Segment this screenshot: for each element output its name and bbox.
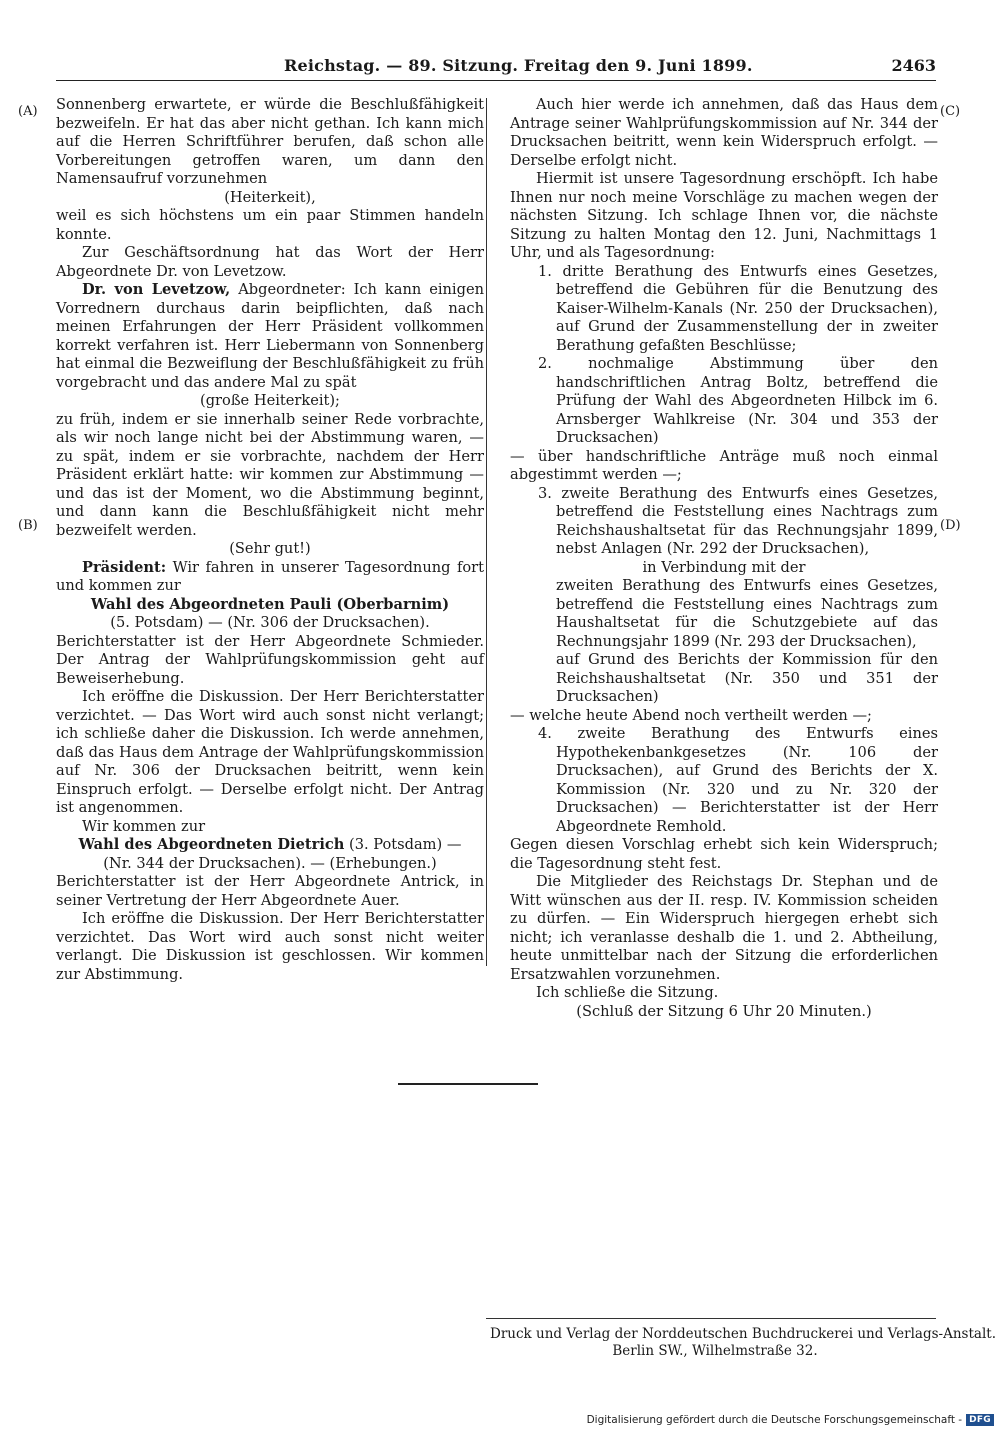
speaker-name: Präsident: — [82, 558, 167, 576]
paragraph: zu früh, indem er sie innerhalb seiner Rede vorbrachte, als wir noch lange nicht bei der Abstimmung waren, — zu spät, indem er sie vorbrachte, nachdem der Herr Präsident erklärt hatte: wir kommen zur Abstimmung — und das ist der Moment, wo die Abstimmung beginnt, und dann kann die Beschlußfähigkeit nicht mehr bezweifelt werden. — [56, 410, 484, 539]
agenda-item-3-part3: auf Grund des Berichts der Kommission für den Reichshaushaltsetat (Nr. 350 und 351 der Drucksachen) — [556, 651, 938, 705]
paragraph: Ich eröffne die Diskussion. Der Herr Berichterstatter verzichtet. — Das Wort wird auch sonst nicht verlangt; ich schließe daher die Diskussion. Ich werde annehmen, daß das Haus dem Antrage der Wahlprüfungskommission auf Nr. 306 der Drucksachen beitritt, wenn kein Einspruch erfolgt. — Derselbe erfolgt nicht. Der Antrag ist angenommen. — [56, 688, 484, 816]
paragraph: Wir kommen zur — [82, 817, 206, 835]
paragraph: Auch hier werde ich annehmen, daß das Haus dem Antrage seiner Wahlprüfungskommission auf Nr. 344 der Drucksachen beitritt, wenn kein Widerspruch erfolgt. — Derselbe erfolgt nicht. — [510, 96, 938, 169]
margin-mark-c: (C) — [940, 104, 961, 119]
agenda-item-1: 1. dritte Berathung des Entwurfs eines Gesetzes, betreffend die Gebühren für die Benutzung des Kaiser-Wilhelm-Kanals (Nr. 250 der Drucksachen), auf Grund der Zusammenstellung der in zweiter Berathung gefaßten Beschlüsse; — [538, 262, 938, 354]
header-title: Reichstag. — 89. Sitzung. Freitag den 9. Juni 1899. — [284, 56, 753, 75]
speaker-name: Dr. von Levetzow, — [82, 281, 231, 298]
agenda-item-3-part2: zweiten Berathung des Entwurfs eines Gesetzes, betreffend die Feststellung eines Nachtrags zum Haushaltsetat für die Schutzgebiete auf das Rechnungsjahr 1899 (Nr. 293 der Drucksachen), — [556, 577, 938, 650]
agenda-item-4: 4. zweite Berathung des Entwurfs eines Hypothekenbankgesetzes (Nr. 106 der Drucksachen), auf Grund des Berichts der X. Kommission (Nr. 320 und zu Nr. 320 der Drucksachen) — Berichterstatter ist der Herr Abgeordnete Remhold. — [538, 725, 938, 835]
footer-rule — [486, 1318, 936, 1319]
agenda-heading: Wahl des Abgeordneten Pauli (Oberbarnim) — [90, 595, 450, 613]
interjection: (Heiterkeit), — [224, 188, 316, 206]
paragraph: — welche heute Abend noch vertheilt werden —; — [510, 706, 872, 724]
interjection: (große Heiterkeit); — [200, 392, 340, 409]
printer-line-1: Druck und Verlag der Norddeutschen Buchdruckerei und Verlags-Anstalt. — [490, 1326, 996, 1342]
paragraph: — über handschriftliche Anträge muß noch einmal abgestimmt werden —; — [510, 447, 938, 483]
section-end-rule — [398, 1083, 538, 1085]
right-column — [510, 96, 938, 1021]
dfg-logo: DFG — [966, 1414, 994, 1426]
column-divider — [486, 98, 487, 966]
speech-text: Abgeordneter: Ich kann einigen Vorrednern durchaus darin beipflichten, daß nach meinen Erfahrungen der Herr Präsident vollkommen korrekt verfahren ist. Herr Liebermann von Sonnenberg hat einmal die Bezweiflung der Beschlußfähigkeit zu früh vorgebracht und das andere Mal zu spät — [56, 281, 484, 391]
dfg-credit-text: Digitalisierung gefördert durch die Deutsche Forschungsgemeinschaft - — [586, 1414, 963, 1426]
paragraph: Sonnenberg erwartete, er würde die Beschlußfähigkeit bezweifeln. Er hat das aber nicht gethan. Ich kann mich auf die Herren Schriftführer berufen, daß schon alle Vorbereitungen getroffen waren, um dann den Namensaufruf vorzunehmen — [56, 96, 484, 187]
margin-mark-b: (B) — [18, 518, 38, 533]
paragraph: Ich eröffne die Diskussion. Der Herr Berichterstatter verzichtet. Das Wort wird auch sonst nicht weiter verlangt. Die Diskussion ist geschlossen. Wir kommen zur Abstimmung. — [56, 910, 484, 983]
speech-text: Wir fahren in unserer Tagesordnung fort und kommen zur — [56, 558, 484, 594]
running-header — [56, 56, 936, 81]
printer-line-2: Berlin SW., Wilhelmstraße 32. — [612, 1343, 818, 1359]
paragraph: Berichterstatter ist der Herr Abgeordnete Antrick, in seiner Vertretung der Herr Abgeordnete Auer. — [56, 873, 484, 909]
paragraph: Berichterstatter ist der Herr Abgeordnete Schmieder. Der Antrag der Wahlprüfungskommission geht auf Beweiserhebung. — [56, 632, 484, 687]
paragraph: Die Mitglieder des Reichstags Dr. Stephan und de Witt wünschen aus der II. resp. IV. Kommission scheiden zu dürfen. — Ein Widerspruch hiergegen erhebt sich nicht; ich veranlasse deshalb die 1. und 2. Abtheilung, heute unmittelbar nach der Sitzung die erforderlichen Ersatzwahlen vorzunehmen. — [510, 873, 938, 983]
agenda-heading-text: (3. Potsdam) — — [344, 836, 462, 853]
margin-mark-d: (D) — [940, 518, 961, 533]
paragraph: Ich schließe die Sitzung. — [536, 984, 719, 1001]
paragraph: weil es sich höchstens um ein paar Stimmen handeln konnte. — [56, 207, 484, 243]
closing-note: (Schluß der Sitzung 6 Uhr 20 Minuten.) — [576, 1002, 872, 1020]
printer-imprint — [490, 1326, 996, 1360]
margin-mark-a: (A) — [18, 104, 38, 119]
dfg-credit — [587, 1414, 994, 1426]
left-column — [56, 96, 484, 984]
speech-paragraph — [56, 559, 484, 596]
agenda-item-3: 3. zweite Berathung des Entwurfs eines Gesetzes, betreffend die Feststellung eines Nachtrags zum Reichshaushaltsetat für das Rechnungsjahr 1899, nebst Anlagen (Nr. 292 der Drucksachen), — [538, 484, 938, 557]
agenda-heading — [56, 836, 484, 855]
agenda-heading-bold: Wahl des Abgeordneten Dietrich — [78, 836, 345, 853]
agenda-subheading: (Nr. 344 der Drucksachen). — (Erhebungen.) — [103, 854, 437, 872]
speech-paragraph — [56, 281, 484, 392]
interjection: (Sehr gut!) — [229, 540, 311, 557]
agenda-subheading: (5. Potsdam) — (Nr. 306 der Drucksachen). — [110, 614, 430, 631]
paragraph: Zur Geschäftsordnung hat das Wort der Herr Abgeordnete Dr. von Levetzow. — [56, 244, 484, 280]
agenda-item-2: 2. nochmalige Abstimmung über den handschriftlichen Antrag Boltz, betreffend die Prüfung der Wahl des Abgeordneten Hilbck im 6. Arnsberger Wahlkreise (Nr. 304 und 353 der Drucksachen) — [538, 355, 938, 446]
paragraph: Hiermit ist unsere Tagesordnung erschöpft. Ich habe Ihnen nur noch meine Vorschläge zu machen wegen der nächsten Sitzung. Ich schlage Ihnen vor, die nächste Sitzung zu halten Montag den 12. Juni, Nachmittags 1 Uhr, und als Tagesordnung: — [510, 170, 938, 261]
paragraph: Gegen diesen Vorschlag erhebt sich kein Widerspruch; die Tagesordnung steht fest. — [510, 836, 938, 872]
agenda-item-3-connector: in Verbindung mit der — [642, 558, 806, 576]
page-number: 2463 — [891, 56, 936, 75]
